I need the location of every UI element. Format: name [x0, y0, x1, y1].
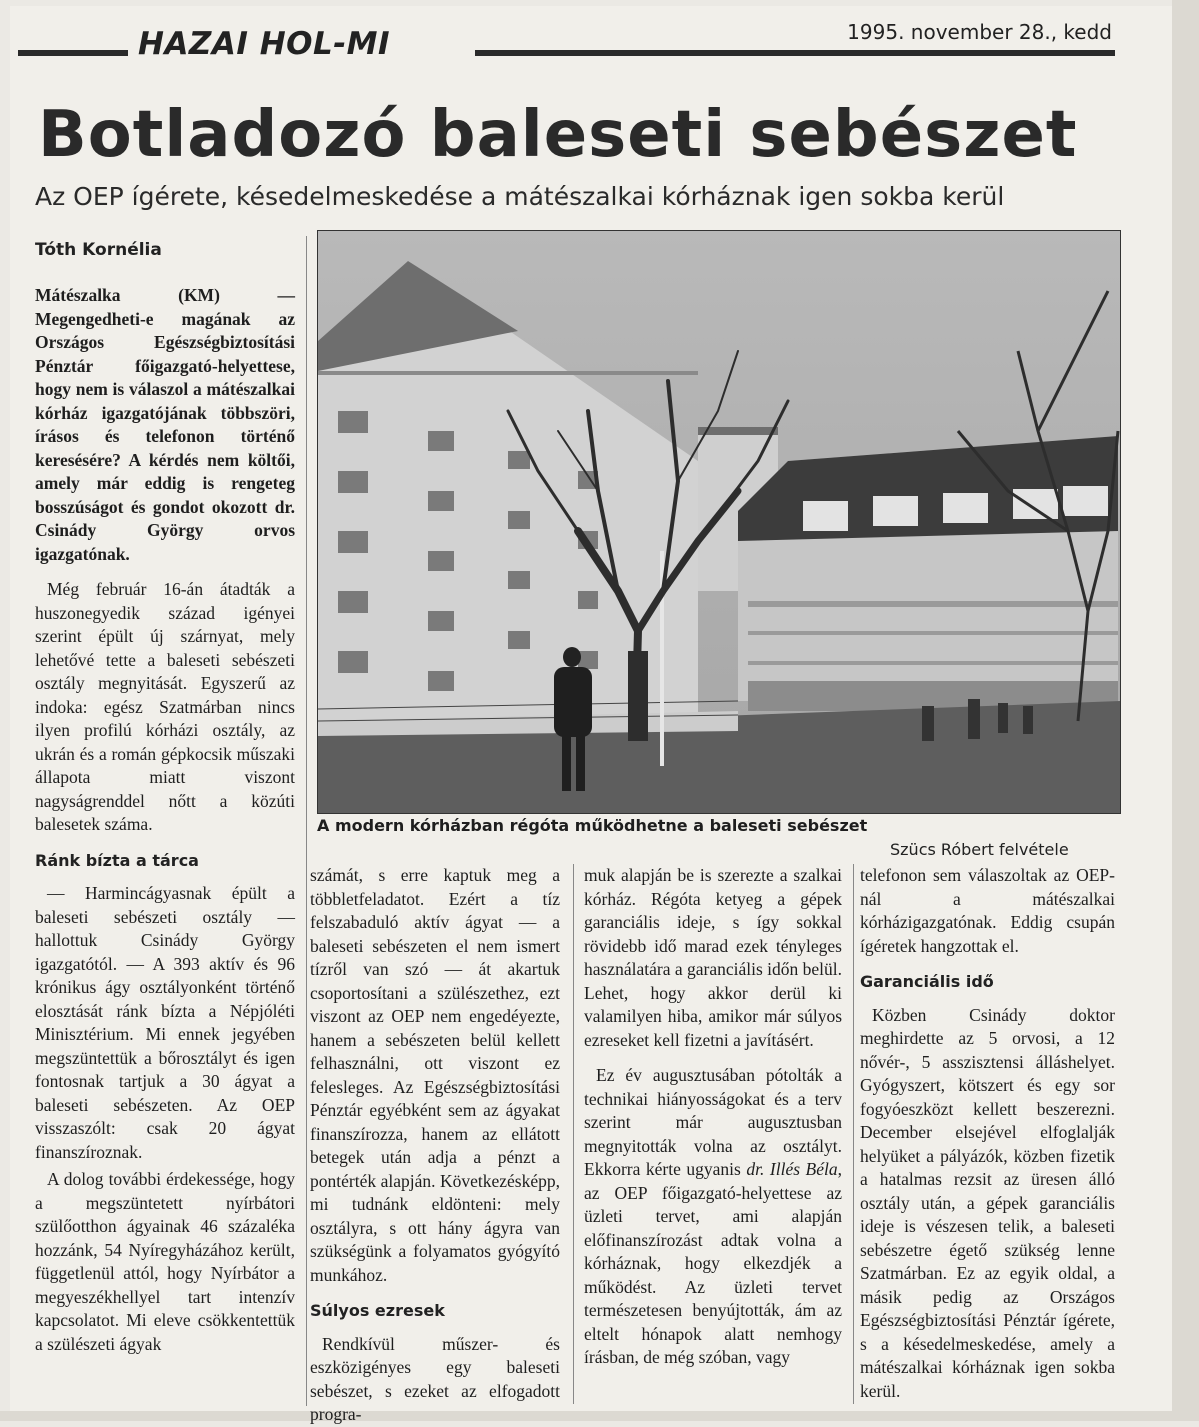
byline: Tóth Kornélia	[35, 240, 162, 260]
column-divider	[853, 864, 854, 1404]
body-paragraph: Közben Csinády doktor meghirdette az 5 orvosi, a 12 nővér-, 5 asszisztensi álláshelyet. Gyógyszert, kötszert és egy sor fogyóeszközt kellett beszerezni. December elsejével elfoglalják helyüket a pályázók, közben fizetik a hatalmas rezsit az üresen álló osztály után, a gépek garanciális ideje is vészesen telik, a baleseti sebészetre égető szükség lenne Szatmárban. Ez az egyik oldal, a másik pedig az Országos Egészségbiztosítási Pénztár ígérete, s a késedelmeskedése, amely a mátészalkai kórháznak igen sokba kerül.	[860, 1004, 1115, 1401]
photo-credit: Szücs Róbert felvétele	[890, 840, 1069, 859]
section-header	[18, 20, 478, 60]
article-column-4	[860, 864, 1115, 1403]
article-column-1	[35, 284, 295, 1356]
hospital-building-image	[318, 231, 1120, 813]
body-paragraph: — Harmincágyasnak épült a baleseti sebészeti osztály — hallottuk Csinády György igazgatótól. — A 393 aktív és 96 krónikus ágy osztályonként történő elosztását ránk bízta a Népjóléti Minisztérium. Mi ennek jegyében megszüntettük a bőrosztályt és igen fontosnak tartjuk a 30 ágyat a baleseti sebészeten. Az OEP visszaszólt: csak 20 ágyat finanszíroznak.	[35, 883, 295, 1162]
body-paragraph: muk alapján be is szerezte a szalkai kórház. Régóta ketyeg a gépek garanciális ideje, s így sokkal rövidebb idő marad ezek tényleges használatára a garanciális időn belül. Lehet, hogy akkor derül ki valamilyen hiba, amikor már súlyos ezreseket kell fizetni a javításért.	[584, 865, 843, 1050]
subheading-garancialis-ido: Garanciális idő	[860, 972, 994, 991]
body-paragraph: telefonon sem válaszoltak az OEP-nál a mátészalkai kórházigazgatónak. Eddig csupán ígéretek hangzottak el.	[860, 865, 1115, 956]
scan-edge-bottom	[0, 1411, 1199, 1421]
article-column-3	[584, 864, 842, 1370]
body-paragraph	[584, 1064, 842, 1370]
section-title: HAZAI HOL-MI	[138, 26, 391, 62]
person-name: dr. Illés Béla	[746, 1159, 838, 1179]
section-rule-right	[475, 50, 1115, 56]
body-paragraph: számát, s erre kaptuk meg a többletfeladatot. Ezért a tíz felszabaduló aktív ágyat — a baleseti sebészeten el nem ismert tízről van szó — át akartuk csoportosítani a szülészethez, ezt viszont az OEP nem engedéyezte, hanem a sebészeten belül kellett felhasználni, ott viszont ez felesleges. Az Egészségbiztosítási Pénztár egyébként sem az ágyakat finanszírozza, hanem az ellátott betegek után adja a pénzt a pontérték alapján. Következésképp, mi tudnánk eldönteni: mely osztályra, s ott hány ágyra van szükségünk a folyamatos gyógyító munkához.	[310, 865, 560, 1285]
subheadline: Az OEP ígérete, késedelmeskedése a mátészalkai kórháznak igen sokba kerül	[35, 182, 1005, 211]
body-text: Ez év augusztusában pótolták a technikai hiányosságokat és a terv szerint már augusztusban megnyitották volna az osztályt. Ekkorra kérte ugyanis	[584, 1065, 842, 1179]
photo-caption: A modern kórházban régóta működhetne a baleseti sebészet	[317, 816, 868, 835]
subheading-sulyos-ezresek: Súlyos ezresek	[310, 1301, 445, 1320]
body-paragraph: Rendkívül műszer- és eszközigényes egy baleseti sebészet, s ezeket az elfogadott progra-	[310, 1333, 560, 1424]
lead-paragraph: Mátészalka (KM) — Megengedheti-e magának az Országos Egészségbiztosítási Pénztár főigazgató-helyettese, hogy nem is válaszol a mátészalkai kórház igazgatójának többszöri, írásos és telefonon történő keresésére? A kérdés nem költői, amely már eddig is rengeteg bosszúságot és gondot okozott dr. Csinády György orvos igazgatónak.	[35, 285, 295, 564]
body-text: , az OEP főigazgató-helyettese az üzleti tervet, ami alapján előfinanszírozást adtak volna a kórháznak, hogy elkezdjék a működést. Az üzleti tervet természetesen benyújtották, ám az eltelt hónapok alatt nemhogy írásban, de még szóban, vagy	[584, 1159, 843, 1367]
column-divider	[573, 864, 574, 1404]
newspaper-clipping	[10, 6, 1172, 1424]
section-rule-left	[18, 50, 128, 56]
column-divider	[306, 236, 307, 1406]
headline: Botladozó baleseti sebészet	[38, 98, 1078, 172]
issue-date: 1995. november 28., kedd	[847, 20, 1112, 44]
article-column-2	[310, 864, 560, 1427]
body-paragraph: Még február 16-án átadták a huszonegyedik század igényei szerint épült új szárnyat, mely lehetővé tette a baleseti sebészeti osztály megnyitását. Egyszerű az indoka: egész Szatmárban nincs ilyen profilú kórházi osztály, az ukrán és a román gépkocsik műszaki állapota miatt viszont nagyságrenddel nőtt a közúti balesetek száma.	[35, 579, 295, 834]
scan-edge-right	[1172, 0, 1199, 1421]
body-paragraph: A dolog további érdekessége, hogy a megszüntetett nyírbátori szülőotthon ágyainak 46 százaléka hozzánk, 54 Nyíregyházához került, függetlenül attól, hogy Nyírbátor a megyeszékhellyel tart intenzív kapcsolatot. Mi eleve csökkentettük a szülészeti ágyak	[35, 1169, 295, 1354]
hospital-photo	[317, 230, 1121, 814]
subheading-rank-bizta: Ránk bízta a tárca	[35, 850, 199, 870]
